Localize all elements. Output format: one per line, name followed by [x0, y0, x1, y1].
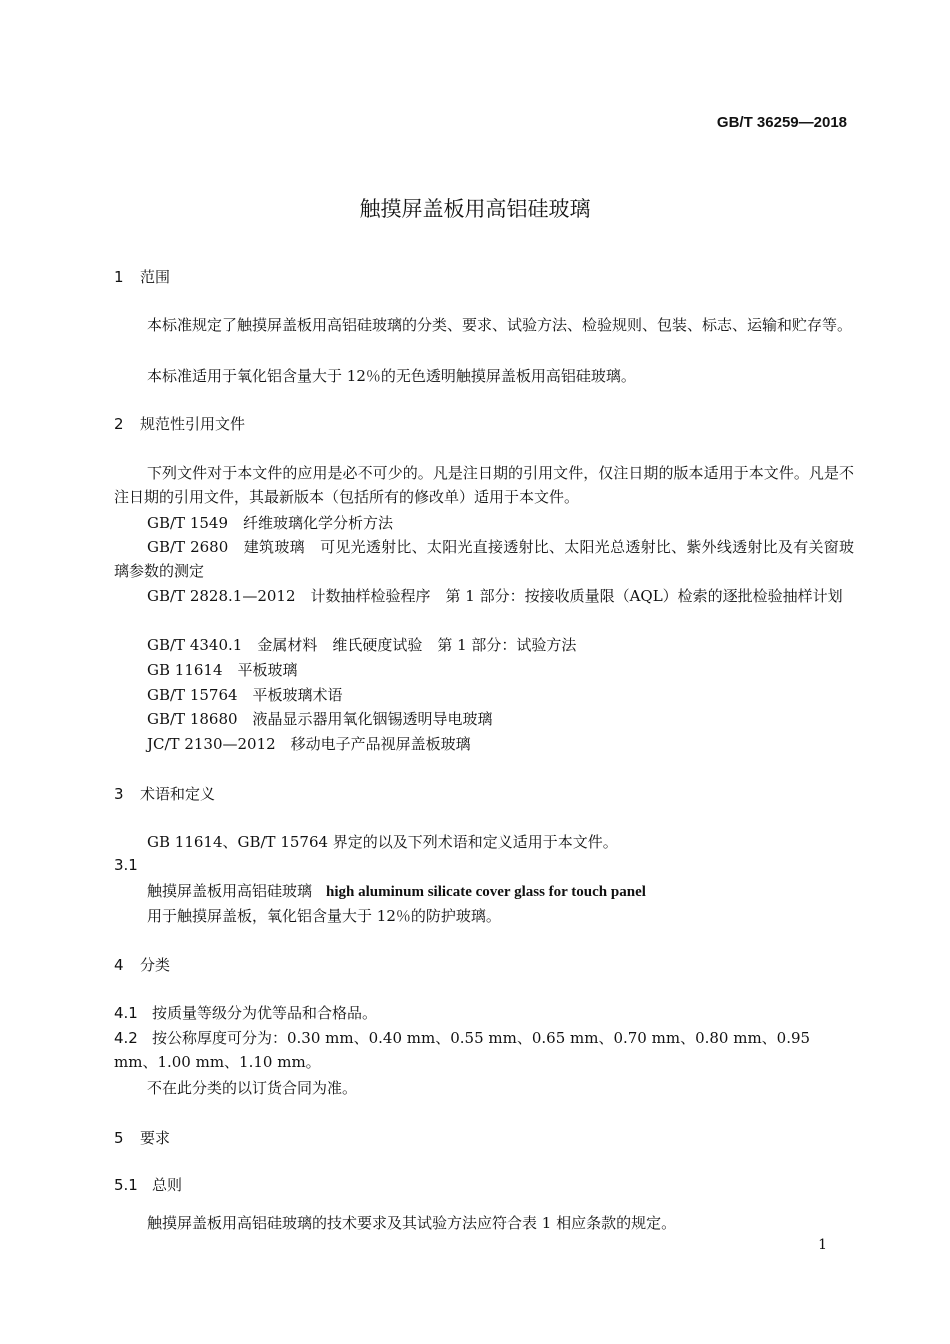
section-5-heading: [114, 1127, 170, 1148]
reference-item: GB/T 2828.1—2012 计数抽样检验程序 第 1 部分：按接收质量限（AQL）检索的逐批检验抽样计划: [147, 587, 843, 605]
general-requirements-text: 触摸屏盖板用高铝硅玻璃的技术要求及其试验方法应符合表 1 相应条款的规定。: [147, 1214, 677, 1232]
terms-intro: GB 11614、GB/T 15764 界定的以及下列术语和定义适用于本文件。: [147, 833, 618, 851]
scope-paragraph-1: 本标准规定了触摸屏盖板用高铝硅玻璃的分类、要求、试验方法、检验规则、包装、标志、运输和贮存等。: [147, 316, 853, 334]
document-title: 触摸屏盖板用高铝硅玻璃: [359, 197, 591, 221]
scope-paragraph-2: 本标准适用于氧化铝含量大于 12％的无色透明触摸屏盖板用高铝硅玻璃。: [147, 367, 636, 385]
reference-item: GB 11614 平板玻璃: [147, 661, 298, 679]
clause-number: 4.2: [114, 1029, 138, 1047]
classification-note: 不在此分类的以订货合同为准。: [147, 1079, 358, 1097]
clause-text: 按质量等级分为优等品和合格品。: [152, 1004, 378, 1022]
standard-number: GB/T 36259—2018: [716, 114, 847, 131]
normative-references-intro: 下列文件对于本文件的应用是必不可少的。凡是注日期的引用文件，仅注日期的版本适用于本文件。凡是不注日期的引用文件，其最新版本（包括所有的修改单）适用于本文件。: [114, 464, 854, 506]
reference-item: GB/T 1549 纤维玻璃化学分析方法: [147, 514, 394, 532]
section-1-heading: [114, 266, 170, 287]
clause-number: 4.1: [114, 1004, 138, 1022]
reference-item: GB/T 18680 液晶显示器用氧化铟锡透明导电玻璃: [147, 710, 493, 728]
reference-item: GB/T 2680 建筑玻璃 可见光透射比、太阳光直接透射比、太阳光总透射比、紫外线透射比及有关窗玻璃参数的测定: [114, 538, 854, 580]
section-title: 规范性引用文件: [140, 415, 246, 433]
term-number: 3.1: [114, 856, 138, 874]
reference-item: GB/T 15764 平板玻璃术语: [147, 686, 343, 704]
reference-item: GB/T 4340.1 金属材料 维氏硬度试验 第 1 部分：试验方法: [147, 636, 577, 654]
section-title: 范围: [140, 268, 171, 286]
term-definition: 用于触摸屏盖板，氧化铝含量大于 12％的防护玻璃。: [147, 907, 501, 925]
clause-4-1: [114, 1002, 377, 1023]
term-chinese: 触摸屏盖板用高铝硅玻璃: [147, 882, 313, 900]
clause-4-2: [114, 1026, 854, 1074]
section-4-heading: [114, 954, 170, 975]
clause-number: 5.1: [114, 1176, 138, 1194]
page-number: 1: [818, 1237, 827, 1253]
section-title: 要求: [140, 1129, 171, 1147]
term-entry: [147, 880, 646, 901]
section-number: 1: [114, 268, 124, 286]
section-2-heading: [114, 413, 245, 434]
clause-5-1-heading: [114, 1174, 182, 1195]
section-title: 分类: [140, 956, 171, 974]
section-number: 2: [114, 415, 124, 433]
clause-title: 总则: [152, 1176, 183, 1194]
section-title: 术语和定义: [140, 785, 216, 803]
section-number: 5: [114, 1129, 124, 1147]
section-number: 4: [114, 956, 124, 974]
section-number: 3: [114, 785, 124, 803]
reference-item: JC/T 2130—2012 移动电子产品视屏盖板玻璃: [147, 735, 471, 753]
term-english: high aluminum silicate cover glass for touch panel: [326, 884, 646, 900]
clause-text: 按公称厚度可分为：0.30 mm、0.40 mm、0.55 mm、0.65 mm、0.70 mm、0.80 mm、0.95 mm、1.00 mm、1.10 mm。: [114, 1029, 811, 1071]
section-3-heading: [114, 783, 215, 804]
